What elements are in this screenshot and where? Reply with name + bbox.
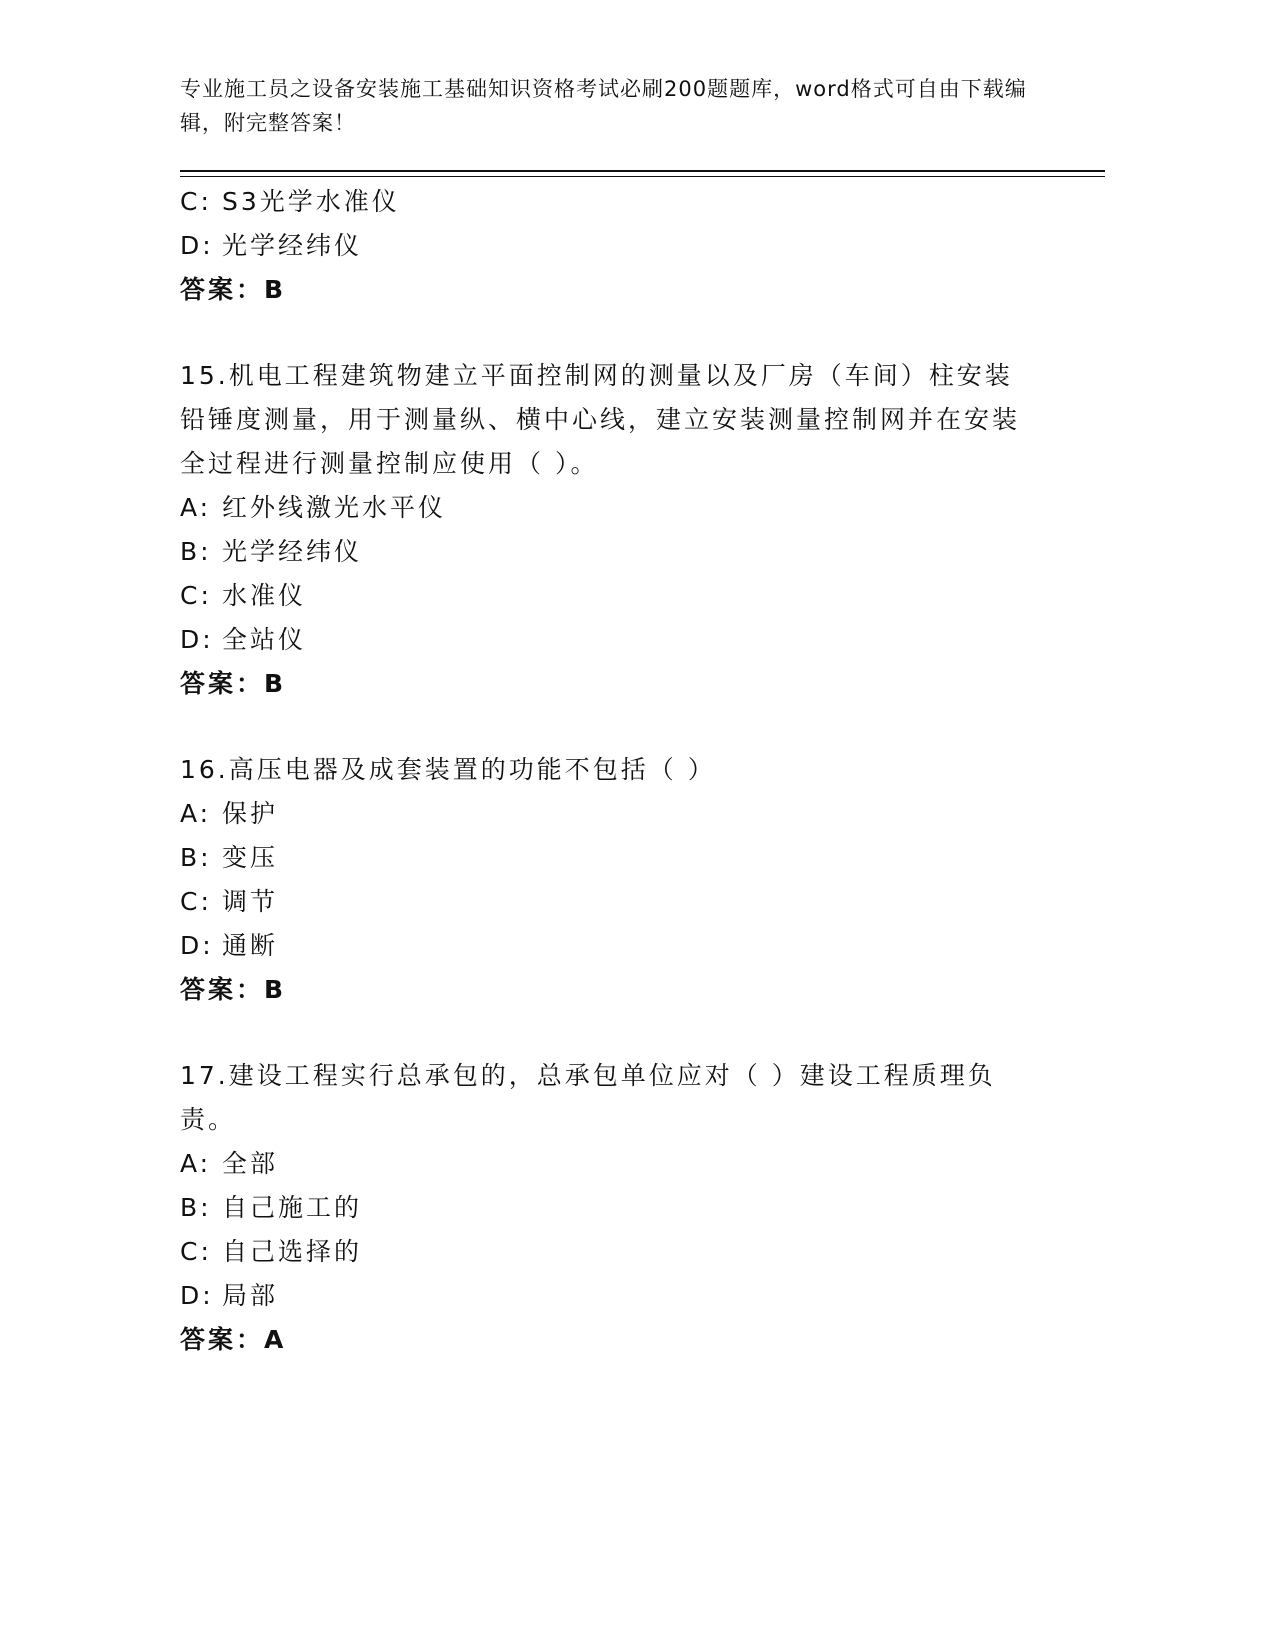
option-key: D:	[180, 231, 214, 260]
option-row	[180, 836, 1060, 880]
option-text: 通断	[222, 931, 279, 960]
option-row	[180, 792, 1060, 836]
option-row	[180, 1142, 1060, 1186]
option-row	[180, 180, 1060, 224]
option-key: D:	[180, 1281, 214, 1310]
spacer	[180, 312, 1060, 354]
option-key: C:	[180, 887, 212, 916]
option-text: 调节	[222, 887, 279, 916]
option-text: 光学经纬仪	[222, 537, 363, 566]
spacer	[180, 1012, 1060, 1054]
question-15	[180, 354, 1060, 706]
option-text: 变压	[222, 843, 279, 872]
option-text: 全部	[222, 1149, 279, 1178]
question-17	[180, 1054, 1060, 1362]
header-rule-thin	[180, 176, 1105, 177]
option-text: S3光学水准仪	[222, 187, 400, 216]
option-row	[180, 1186, 1060, 1230]
option-key: A:	[180, 799, 212, 828]
question-stem: 16.高压电器及成套装置的功能不包括（ ）	[180, 755, 716, 784]
option-row	[180, 574, 1060, 618]
header-rule-thick	[180, 170, 1105, 172]
option-row	[180, 618, 1060, 662]
option-text: 自己施工的	[222, 1193, 363, 1222]
question-list	[180, 180, 1060, 1362]
option-row	[180, 880, 1060, 924]
option-row	[180, 224, 1060, 268]
option-key: B:	[180, 1193, 212, 1222]
option-text: 水准仪	[222, 581, 307, 610]
option-text: 红外线激光水平仪	[222, 493, 447, 522]
option-row	[180, 1230, 1060, 1274]
option-key: A:	[180, 1149, 212, 1178]
option-row	[180, 486, 1060, 530]
question-partial	[180, 180, 1060, 312]
option-key: B:	[180, 537, 212, 566]
answer-line: 答案：A	[180, 1325, 287, 1354]
option-key: C:	[180, 187, 212, 216]
answer-line: 答案：B	[180, 669, 287, 698]
spacer	[180, 706, 1060, 748]
option-row	[180, 1274, 1060, 1318]
question-stem: 17.建设工程实行总承包的，总承包单位应对（ ）建设工程质理负责。	[180, 1061, 996, 1134]
option-key: D:	[180, 625, 214, 654]
option-key: A:	[180, 493, 212, 522]
option-key: D:	[180, 931, 214, 960]
option-row	[180, 924, 1060, 968]
option-key: C:	[180, 1237, 212, 1266]
option-key: B:	[180, 843, 212, 872]
option-row	[180, 530, 1060, 574]
answer-line: 答案：B	[180, 275, 287, 304]
question-16	[180, 748, 1060, 1012]
option-text: 光学经纬仪	[222, 231, 363, 260]
question-stem: 15.机电工程建筑物建立平面控制网的测量以及厂房（车间）柱安装铅锤度测量，用于测量纵、横中心线，建立安装测量控制网并在安装全过程进行测量控制应使用（ ）。	[180, 361, 1021, 478]
option-text: 保护	[222, 799, 279, 828]
option-text: 全站仪	[222, 625, 307, 654]
document-header: 专业施工员之设备安装施工基础知识资格考试必刷200题题库，word格式可自由下载编辑，附完整答案！	[180, 77, 1027, 135]
answer-line: 答案：B	[180, 975, 287, 1004]
option-text: 局部	[222, 1281, 279, 1310]
option-text: 自己选择的	[222, 1237, 363, 1266]
option-key: C:	[180, 581, 212, 610]
